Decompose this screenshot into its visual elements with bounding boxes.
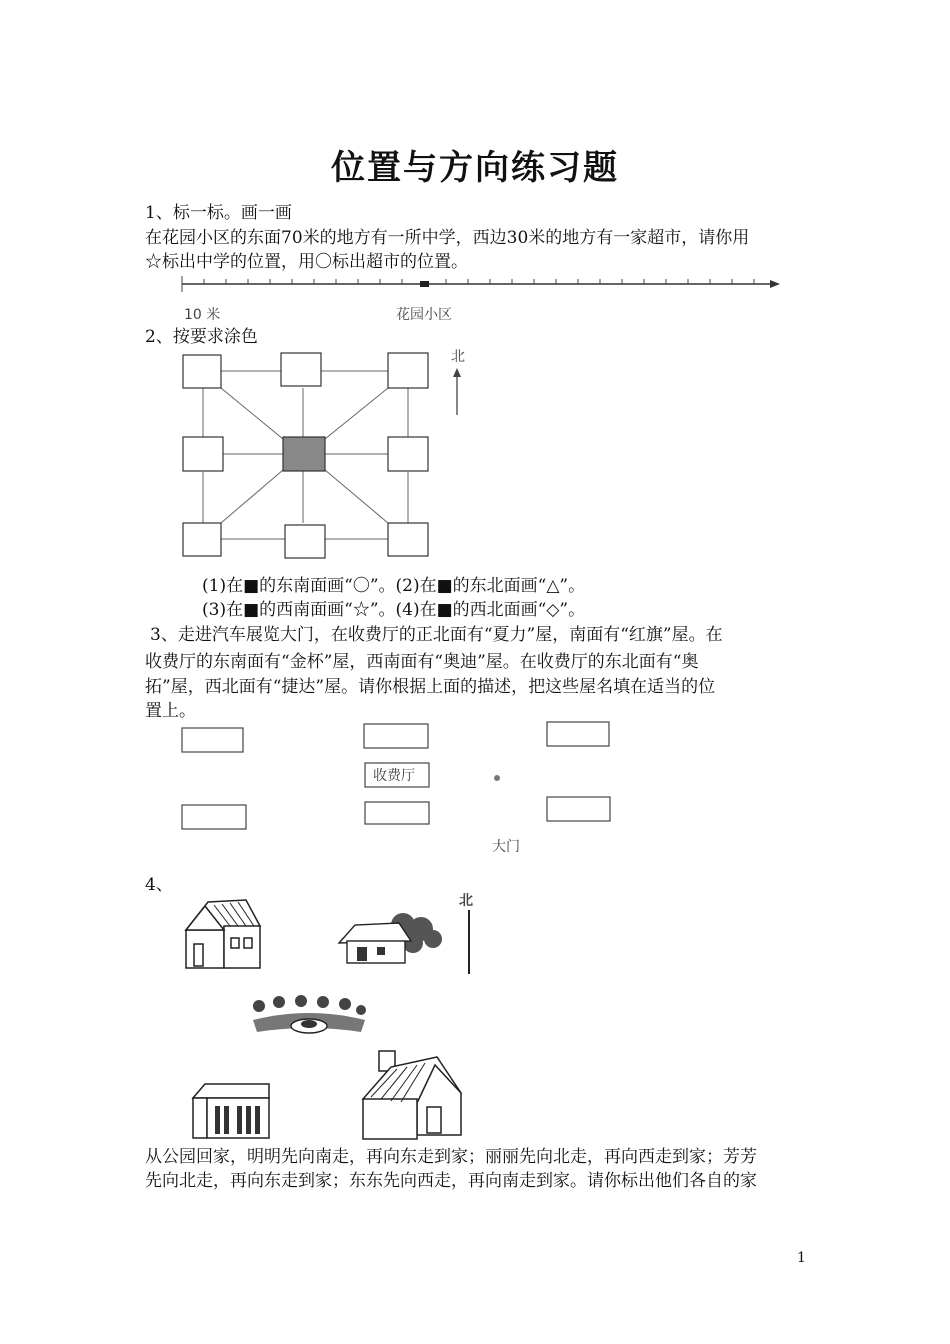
house-with-trees-picture [333, 909, 443, 969]
origin-label: 花园小区 [396, 307, 452, 323]
q1-text-line1: 在花园小区的东面70米的地方有一所中学，西边30米的地方有一家超市，请你用 [145, 228, 750, 248]
grid-box-ne [388, 353, 428, 388]
north-label-q4: 北 [459, 893, 473, 909]
house-box-n [364, 724, 428, 748]
house-picture-nw [178, 896, 268, 976]
grid-box-se [388, 523, 428, 556]
q4-heading: 4、 [145, 875, 173, 895]
house-box-se [547, 797, 610, 821]
q3-text-line3: 拓”屋，西北面有“捷达”屋。请你根据上面的描述，把这些屋名填在适当的位 [145, 677, 716, 697]
grid-box-w [183, 437, 223, 471]
grid-box-sw [183, 523, 221, 556]
grid-box-nw [183, 355, 221, 388]
q4-text-line2: 先向北走，再向东走到家；东东先向西走，再向南走到家。请你标出他们各自的家 [145, 1171, 757, 1191]
page-title: 位置与方向练习题 [331, 148, 619, 188]
q1-text-line2: ☆标出中学的位置，用〇标出超市的位置。 [145, 252, 468, 272]
q4-text-line1: 从公园回家，明明先向南走，再向东走到家；丽丽先向北走，再向西走到家；芳芳 [145, 1147, 757, 1167]
gate-label: 大门 [492, 839, 520, 855]
q3-text-line4: 置上。 [145, 701, 196, 721]
house-box-s [365, 802, 429, 824]
cottage-picture [357, 1045, 467, 1145]
grid-center-square [283, 437, 325, 471]
house-box-sw [182, 805, 246, 829]
house-box-nw [182, 728, 243, 752]
school-building-picture [189, 1078, 275, 1142]
q3-text-line1: 3、走进汽车展览大门，在收费厅的正北面有“夏力”屋，南面有“红旗”屋。在 [150, 625, 723, 645]
booth-label: 收费厅 [373, 768, 415, 784]
grid-box-e [388, 437, 428, 471]
origin-marker [420, 281, 429, 287]
grid-box-s [285, 525, 325, 558]
q2-instruction-line1: (1)在■的东南面画“〇”。(2)在■的东北面画“△”。 [202, 576, 586, 596]
q2-instruction-line2: (3)在■的西南面画“☆”。(4)在■的西北面画“◇”。 [202, 600, 586, 620]
grid-box-n [281, 353, 321, 386]
house-box-ne [547, 722, 609, 746]
north-label-q2: 北 [451, 349, 465, 365]
direction-grid-diagram [180, 350, 480, 570]
page-number: 1 [797, 1250, 806, 1266]
q1-heading: 1、标一标。画一画 [145, 203, 292, 223]
q3-text-line2: 收费厅的东南面有“金杯”屋，西南面有“奥迪”屋。在收费厅的东北面有“奥 [145, 652, 699, 672]
park-picture [249, 994, 369, 1044]
scale-label: 10 米 [184, 307, 221, 323]
number-line [0, 272, 950, 312]
gate-dot [494, 775, 500, 781]
car-show-map [0, 715, 950, 855]
q2-heading: 2、按要求涂色 [145, 327, 258, 347]
